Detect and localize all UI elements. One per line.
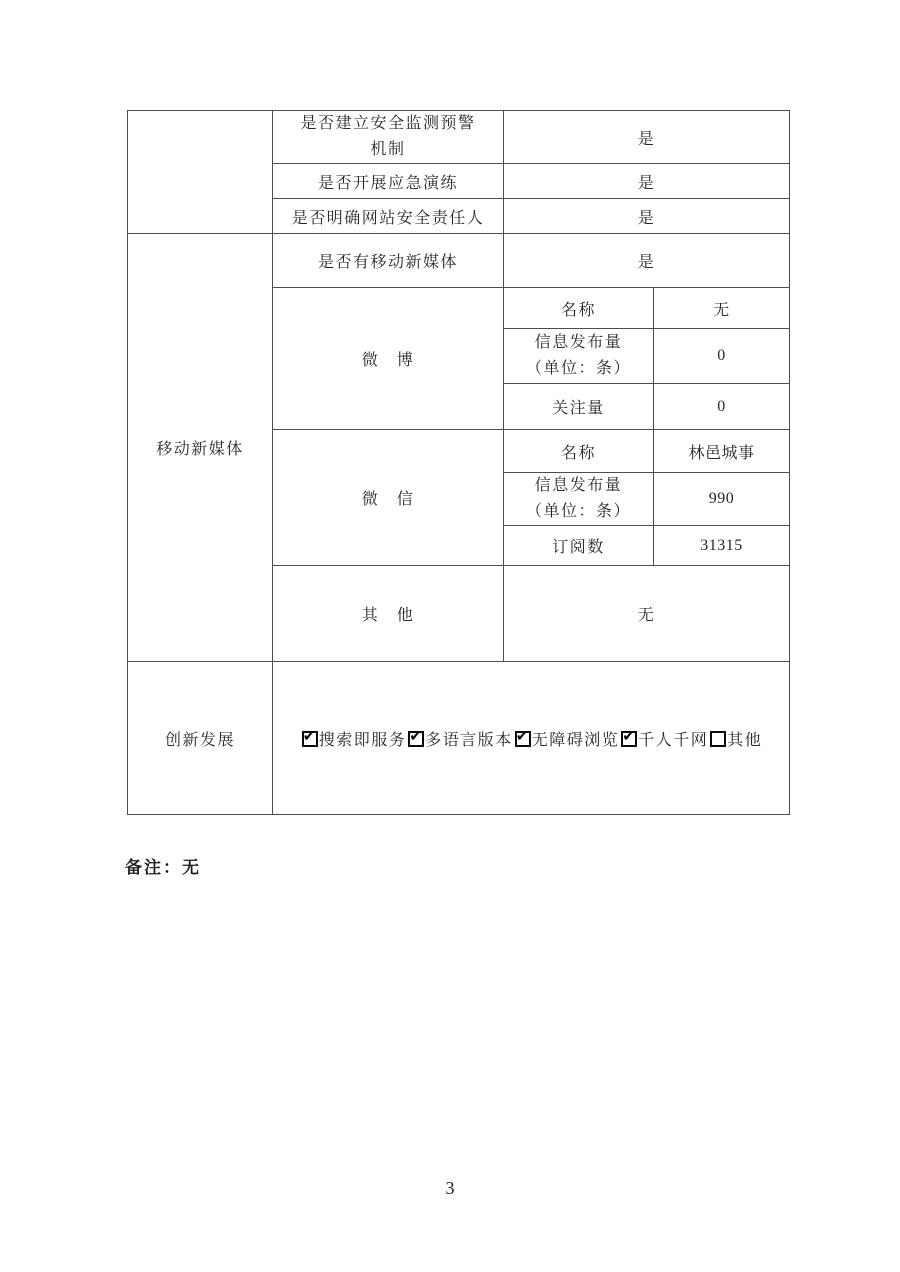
innovation-option-label: 无障碍浏览 [531,731,620,749]
mobile-media-answer-cell: 是 [504,234,790,288]
security-answer-cell: 是 [504,111,790,164]
checkbox-checked-icon [302,731,318,747]
metric-value-cell: 林邑城事 [654,430,790,473]
innovation-option-label: 多语言版本 [425,731,513,749]
metric-label-cell: 订阅数 [504,526,654,566]
mobile-media-question-cell: 是否有移动新媒体 [273,234,504,288]
metric-label-cell: 名称 [504,430,654,473]
checkbox-checked-icon [408,731,424,747]
metric-value-cell: 990 [654,473,790,526]
metric-value-cell: 31315 [654,526,790,566]
innovation-option-label: 搜索即服务 [318,731,407,749]
table-row [128,234,790,288]
security-answer-cell: 是 [504,199,790,234]
checkbox-checked-icon [515,731,531,747]
section-cell-empty [128,111,273,234]
platform-cell-other: 其 他 [273,566,504,662]
innovation-option [619,732,708,749]
innovation-option [300,732,407,749]
innovation-option-label: 千人千网 [638,731,709,749]
innovation-option [513,732,620,749]
other-value-cell: 无 [504,566,790,662]
platform-cell-wechat: 微 信 [273,430,504,566]
section-cell-innovation: 创新发展 [128,662,273,815]
note-label: 备注： [125,858,182,877]
metric-label-line1: 信息发布量 [534,477,623,494]
innovation-option [406,732,513,749]
metric-label-cell: 关注量 [504,384,654,430]
question-line2: 机制 [370,141,406,158]
note-value: 无 [182,858,201,877]
section-cell-mobile-media: 移动新媒体 [128,234,273,662]
metric-label-line2: （单位：条） [525,360,631,377]
metric-label-line1: 信息发布量 [534,334,623,351]
table-row [128,662,790,815]
security-question-cell: 是否明确网站安全责任人 [273,199,504,234]
innovation-options-line [279,727,783,750]
security-question-cell [273,111,504,164]
metric-label-cell [504,473,654,526]
innovation-options-cell [273,662,790,815]
annual-report-table [127,110,790,815]
checkbox-unchecked-icon [710,731,726,747]
metric-value-cell: 0 [654,384,790,430]
table-row [128,111,790,164]
security-answer-cell: 是 [504,164,790,199]
note-line [125,853,201,878]
innovation-option [708,732,762,749]
metric-label-cell: 名称 [504,288,654,329]
innovation-option-label: 其他 [727,731,763,749]
metric-value-cell: 无 [654,288,790,329]
metric-label-cell [504,329,654,384]
platform-cell-weibo: 微 博 [273,288,504,430]
page-number: 3 [445,1178,455,1198]
security-question-cell: 是否开展应急演练 [273,164,504,199]
metric-label-line2: （单位：条） [525,503,631,520]
metric-value-cell: 0 [654,329,790,384]
checkbox-checked-icon [621,731,637,747]
question-line1: 是否建立安全监测预警 [300,115,476,132]
